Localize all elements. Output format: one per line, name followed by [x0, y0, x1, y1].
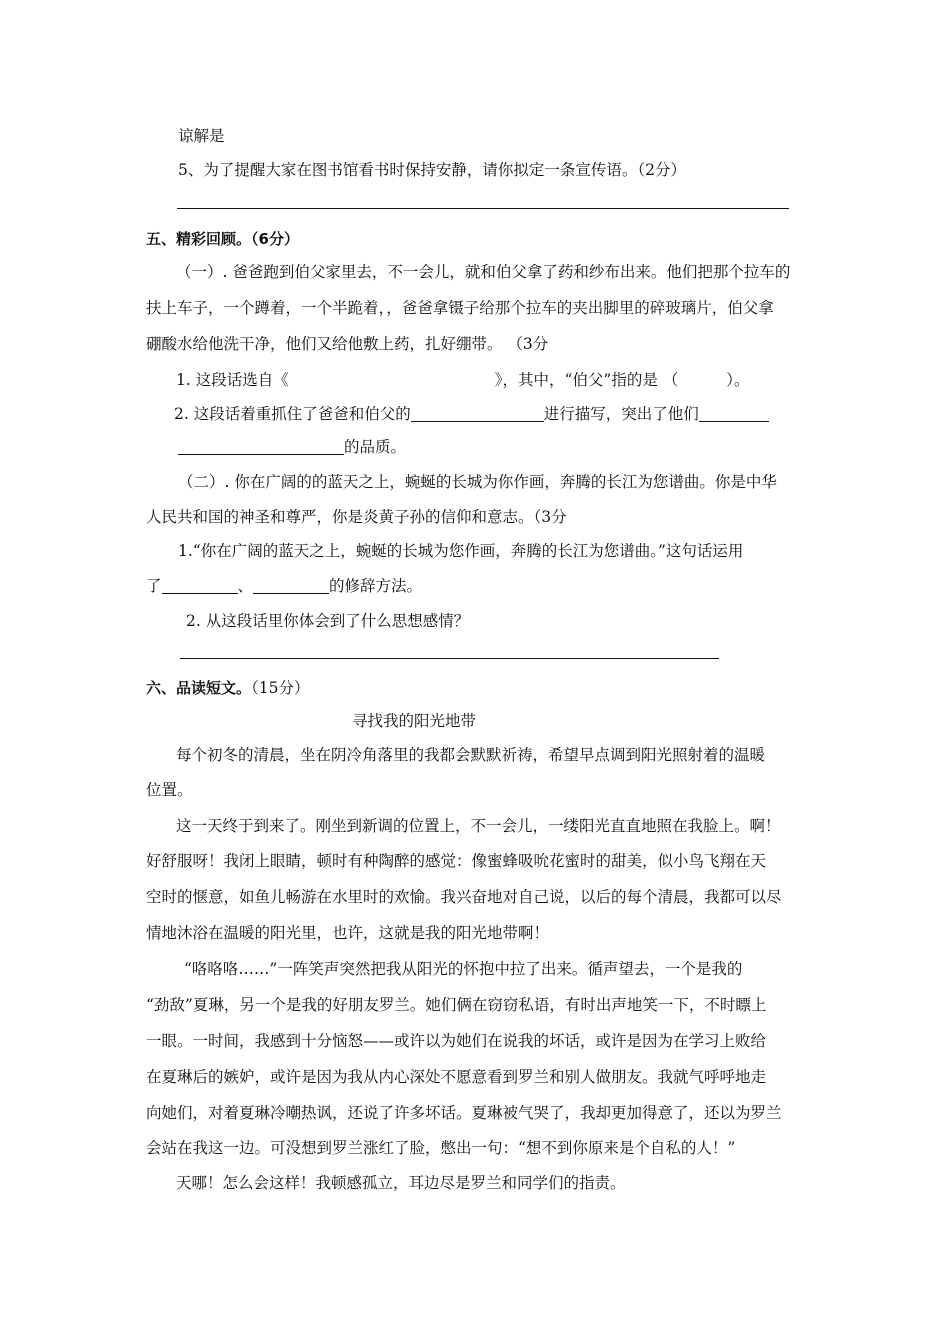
article-line-3: 这一天终于到来了。刚坐到新调的位置上，不一会儿，一缕阳光直直地照在我脸上。啊！	[176, 817, 781, 835]
article-line-8: “劲敌”夏琳，另一个是我的好朋友罗兰。她们俩在窃窃私语，有时出声地笑一下，不时瞟上	[146, 996, 767, 1014]
passage-2-line-1: （二）. 你在广阔的的蓝天之上，蜿蜒的长城为你作画，奔腾的长江为您谱曲。你是中华	[178, 473, 777, 491]
passage-2-line-2: 人民共和国的神圣和尊严，你是炎黄子孙的信仰和意志。（3分	[146, 508, 567, 526]
article-line-7: “咯咯咯……”一阵笑声突然把我从阳光的怀抱中拉了出来。循声望去，一个是我的	[184, 960, 743, 978]
rhetoric-text-a: 了	[146, 577, 162, 595]
article-line-2: 位置。	[146, 781, 193, 799]
passage-1-question-2	[174, 404, 769, 424]
question-2-text-c: 的品质。	[344, 438, 407, 456]
section-5-heading	[146, 229, 299, 249]
passage-1-line-2: 扶上车子，一个蹲着，一个半跪着，，爸爸拿镊子给那个拉车的夹出脚里的碎玻璃片，伯父拿	[146, 299, 774, 317]
question-1-text-c: ）。	[726, 371, 750, 389]
article-line-10: 在夏琳后的嫉妒，或许是因为我从内心深处不愿意看到罗兰和别人做朋友。我就气呼呼地走	[146, 1068, 767, 1086]
section-6-title: 六、品读短文。	[146, 679, 252, 697]
description-focus-blank[interactable]	[411, 405, 544, 422]
passage-1-question-2-cont	[178, 437, 406, 457]
section-6-heading	[146, 678, 310, 698]
section-5-score: （6分）	[251, 230, 299, 248]
quality-blank-2[interactable]	[178, 438, 344, 455]
question-2-text-a: 2. 这段话着重抓住了爸爸和伯父的	[174, 405, 411, 423]
passage-2-answer-line[interactable]	[180, 658, 719, 659]
q4-item5-question: 5、为了提醒大家在图书馆看书时保持安静，请你拟定一条宣传语。（2分）	[178, 161, 686, 179]
passage-2-question-1: 1.“你在广阔的蓝天之上，蜿蜒的长城为您作画，奔腾的长江为您谱曲。”这句话运用	[178, 542, 744, 560]
article-line-11: 向她们，对着夏琳冷嘲热讽，还说了许多坏话。夏琳被气哭了，我却更加得意了，还以为罗兰	[146, 1104, 782, 1122]
q4-previous-line: 谅解是	[178, 127, 225, 145]
rhetoric-separator: 、	[237, 577, 254, 595]
rhetoric-blank-1[interactable]	[162, 577, 238, 594]
question-2-text-b: 进行描写，突出了他们	[543, 405, 699, 423]
passage-1-line-3: 硼酸水给他洗干净，他们又给他敷上药，扎好绷带。 （3分	[146, 335, 549, 353]
passage-2-question-1-cont	[146, 576, 422, 596]
question-1-text-a: 1. 这段话选自《	[176, 371, 289, 389]
rhetoric-text-b: 的修辞方法。	[329, 577, 423, 595]
article-line-1: 每个初冬的清晨，坐在阴冷角落里的我都会默默祈祷，希望早点调到阳光照射着的温暖	[176, 746, 766, 764]
article-line-4: 好舒服呀！我闭上眼睛，顿时有种陶醉的感觉：像蜜蜂吸吮花蜜时的甜美，似小鸟飞翔在天	[146, 852, 767, 870]
article-line-12: 会站在我这一边。可没想到罗兰涨红了脸，憋出一句：“想不到你原来是个自私的人！”	[146, 1139, 736, 1157]
q4-item5-answer-line[interactable]	[177, 208, 789, 209]
passage-2-question-2: 2. 从这段话里你体会到了什么思想感情？	[186, 612, 470, 630]
question-1-text-b: 》，其中，“伯父”指的是 （	[494, 371, 679, 389]
article-line-5: 空时的惬意，如鱼儿畅游在水里时的欢愉。我兴奋地对自己说，以后的每个清晨，我都可以尽	[146, 888, 782, 906]
article-line-6: 情地沐浴在温暖的阳光里，也许，这就是我的阳光地带啊！	[146, 924, 550, 942]
section-6-score: （15分）	[251, 679, 310, 697]
rhetoric-blank-2[interactable]	[253, 577, 329, 594]
passage-1-question-1	[176, 370, 750, 390]
quality-blank-1[interactable]	[699, 405, 769, 422]
section-5-title: 五、精彩回顾。	[146, 230, 252, 248]
article-line-13: 天哪！怎么会这样！我顿感孤立，耳边尽是罗兰和同学们的指责。	[176, 1174, 626, 1192]
article-title: 寻找我的阳光地带	[352, 712, 477, 730]
article-line-9: 一眼。一时间，我感到十分恼怒——或许以为她们在说我的坏话，或许是因为在学习上败给	[146, 1032, 767, 1050]
passage-1-line-1: （一）. 爸爸跑到伯父家里去，不一会儿，就和伯父拿了药和纱布出来。他们把那个拉车的	[176, 263, 791, 281]
